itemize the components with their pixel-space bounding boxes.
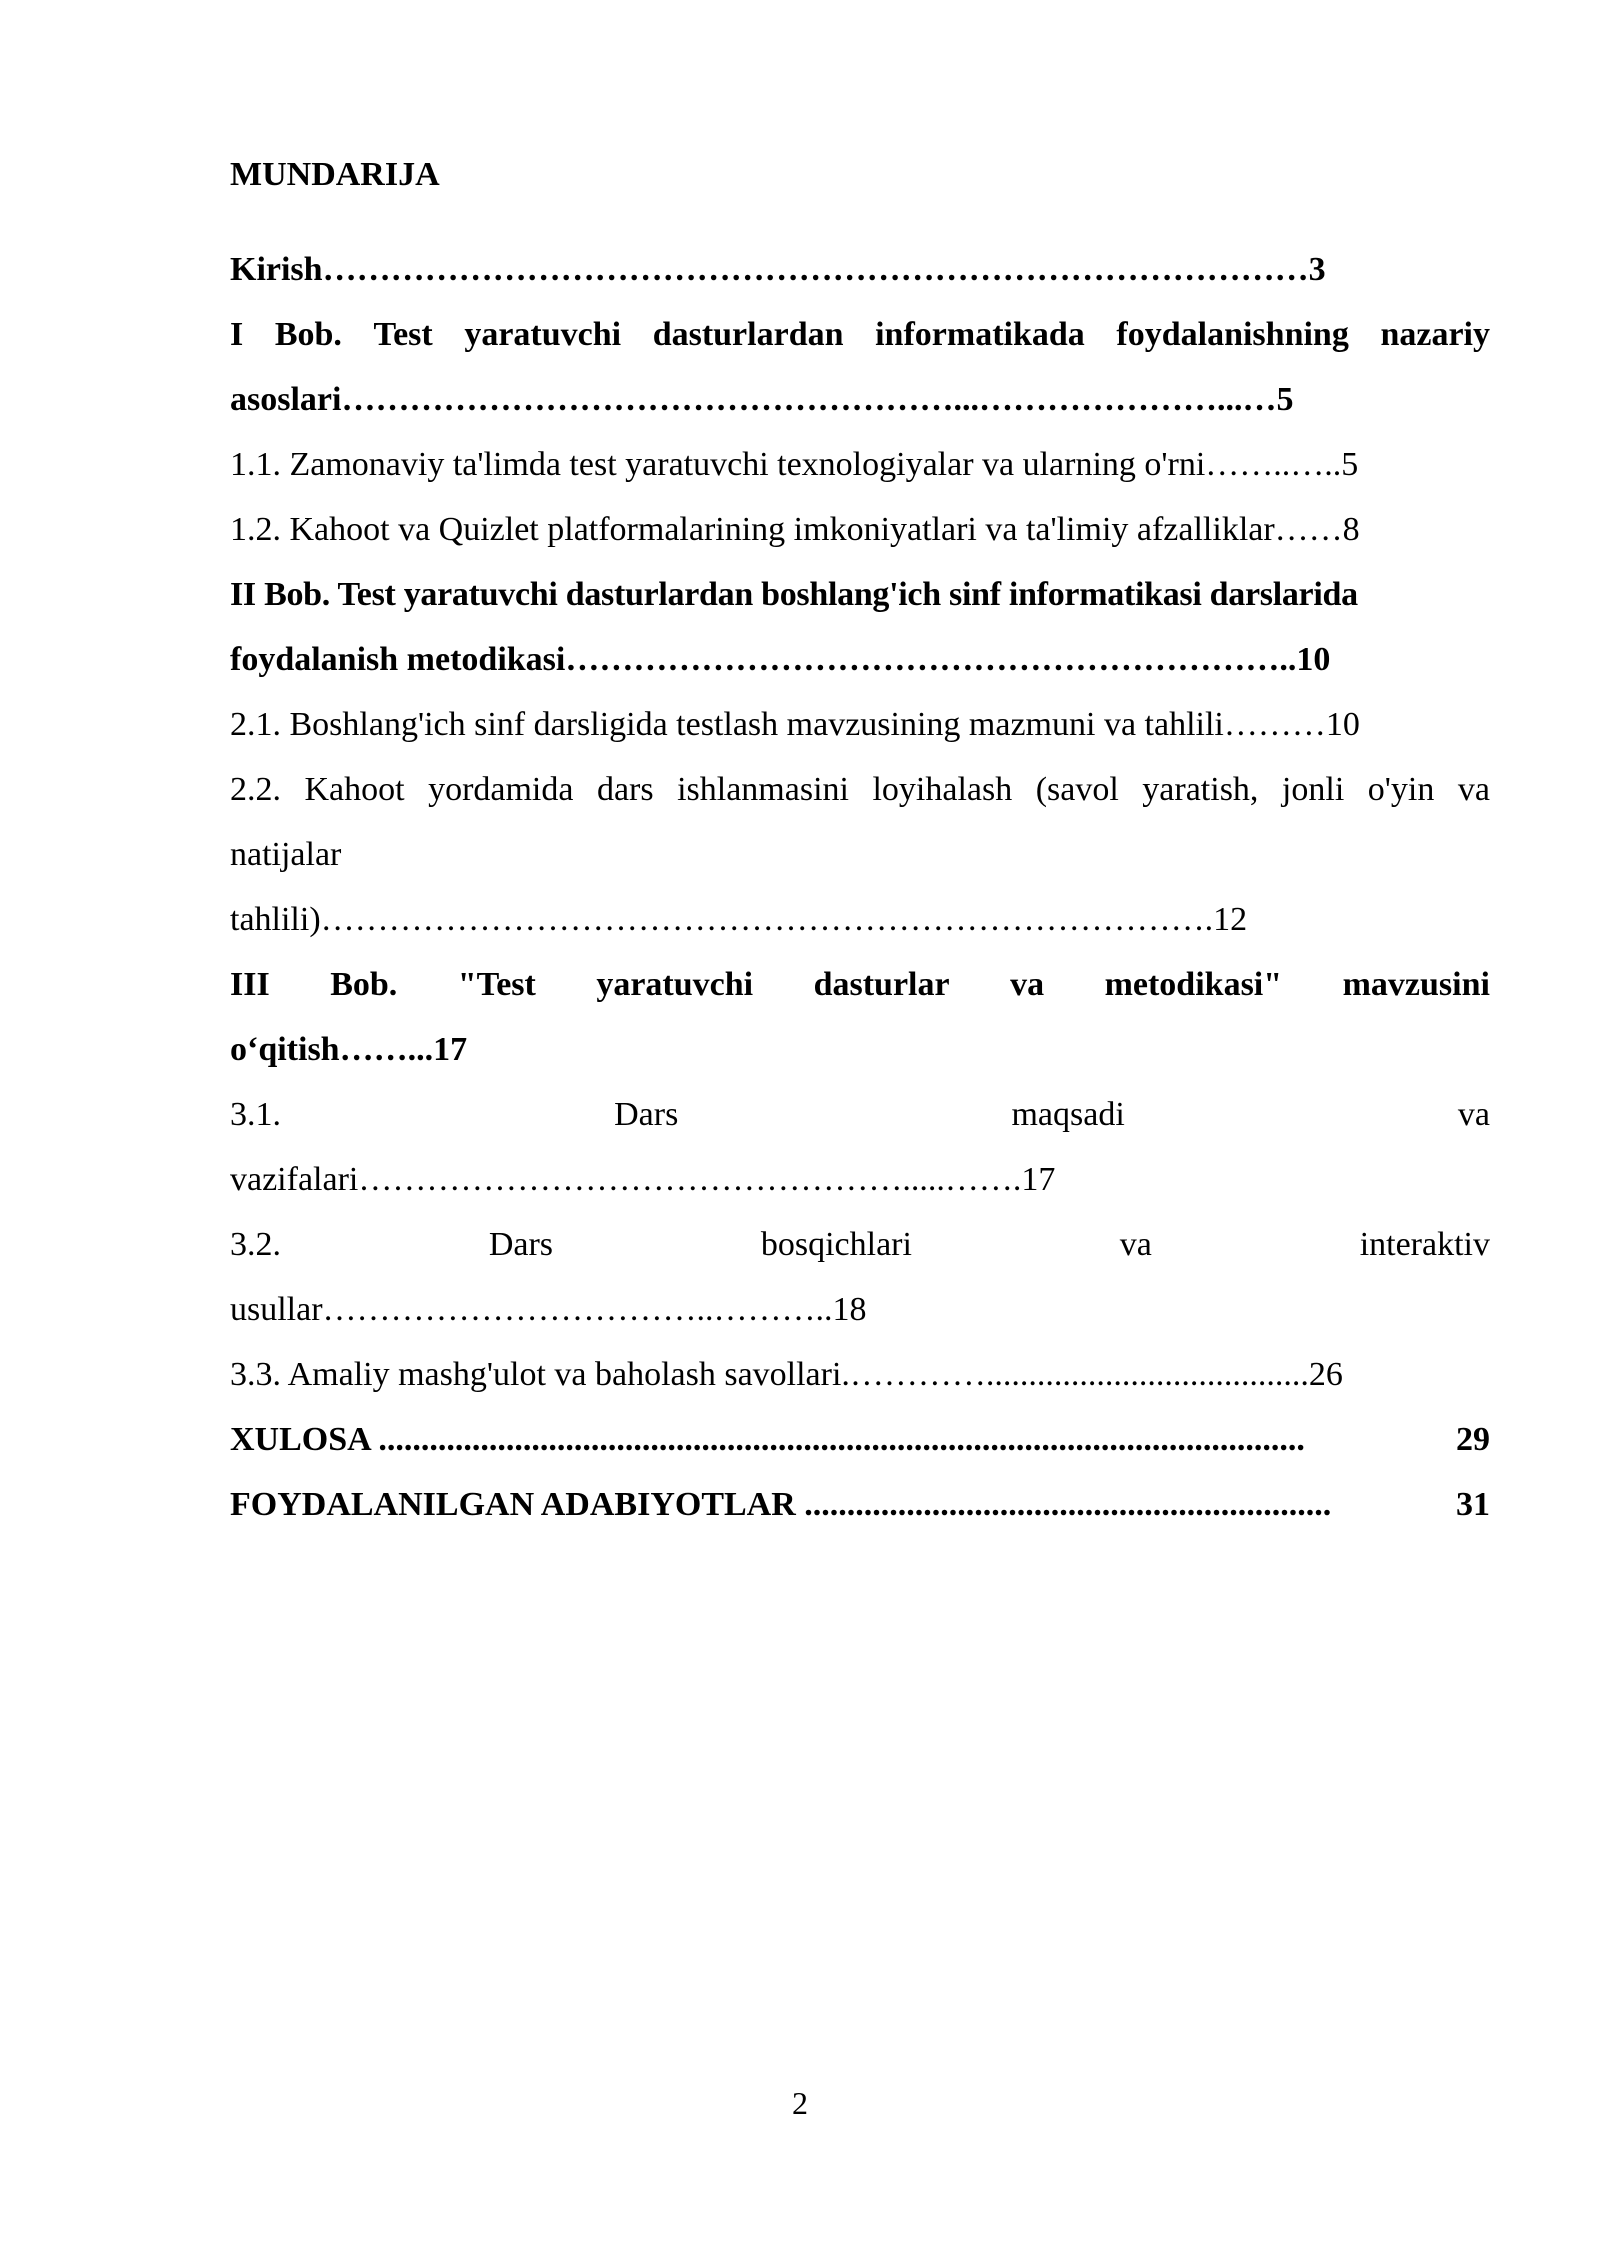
toc-word: maqsadi (1011, 1096, 1125, 1133)
toc-word: Dars (488, 1226, 554, 1263)
toc-entry-xulosa-page: 29 (1456, 1421, 1490, 1458)
toc-entry-3-1-cont: vazifalari………………………………………….....…….17 (230, 1161, 1056, 1198)
toc-word: dasturlardan (652, 316, 844, 353)
table-of-contents (230, 150, 1490, 1537)
toc-word: 3.1. (230, 1096, 281, 1133)
toc-entry-chapter-3 (230, 952, 1490, 1017)
toc-word: va (1457, 771, 1490, 808)
toc-entry-xulosa (230, 1407, 1490, 1472)
toc-entry-2-2-cont-2: tahlili)…………………………………………………………………….12 (230, 901, 1248, 938)
toc-entry-2-2 (230, 757, 1490, 822)
toc-entry-chapter-1 (230, 302, 1490, 367)
toc-word: ishlanmasini (677, 771, 849, 808)
toc-word: yordamida (428, 771, 574, 808)
toc-word: loyihalash (872, 771, 1013, 808)
toc-word: foydalanishning (1116, 316, 1349, 353)
toc-entry-chapter-3-cont: o‘qitish……...17 (230, 1031, 468, 1068)
toc-word: bosqichlari (760, 1226, 912, 1263)
toc-entry-2-2-cont: natijalar (230, 836, 342, 873)
toc-word: metodikasi" (1104, 966, 1283, 1003)
toc-word: 2.2. (230, 771, 281, 808)
toc-word: interaktiv (1359, 1226, 1490, 1263)
toc-word: Bob. (274, 316, 342, 353)
toc-word: mavzusini (1342, 966, 1490, 1003)
toc-entry-3-3: 3.3. Amaliy mashg'ulot va baholash savollari.…………......................................26 (230, 1356, 1343, 1393)
toc-word: Dars (614, 1096, 679, 1133)
toc-word: jonli (1281, 771, 1345, 808)
toc-word: nazariy (1380, 316, 1490, 353)
toc-entry-xulosa-label: XULOSA ............................................................................................................. (230, 1421, 1305, 1458)
toc-word: dasturlar (813, 966, 950, 1003)
toc-entry-chapter-2-cont: foydalanish metodikasi………………………………………………………..10 (230, 641, 1331, 678)
toc-entry-3-1 (230, 1082, 1490, 1147)
toc-word: dars (596, 771, 654, 808)
toc-entry-adabiyotlar-page: 31 (1456, 1486, 1490, 1523)
toc-word: III (230, 966, 270, 1003)
toc-entry-2-1: 2.1. Boshlang'ich sinf darsligida testlash mavzusining mazmuni va tahlili………10 (230, 706, 1360, 743)
toc-word: va (1119, 1226, 1152, 1263)
toc-entry-kirish: Kirish……………………………………………………………………………3 (230, 251, 1326, 288)
toc-word: yaratuvchi (596, 966, 754, 1003)
toc-word: yaratish, (1142, 771, 1259, 808)
page-title: MUNDARIJA (230, 156, 440, 193)
toc-word: (savol (1035, 771, 1119, 808)
toc-word: o'yin (1367, 771, 1435, 808)
toc-entry-adabiyotlar-label: FOYDALANILGAN ADABIYOTLAR .............................................................. (230, 1486, 1332, 1523)
toc-word: Test (373, 316, 433, 353)
toc-entry-chapter-2: II Bob. Test yaratuvchi dasturlardan boshlang'ich sinf informatikasi darslarida (230, 576, 1358, 613)
page-number: 2 (792, 2085, 808, 2121)
toc-word: 3.2. (230, 1226, 281, 1263)
toc-word: "Test (457, 966, 536, 1003)
toc-entry-1-1: 1.1. Zamonaviy ta'limda test yaratuvchi texnologiyalar va ularning o'rni……..…..5 (230, 446, 1359, 483)
toc-word: yaratuvchi (464, 316, 622, 353)
toc-word: informatikada (875, 316, 1085, 353)
toc-word: va (1457, 1096, 1490, 1133)
toc-entry-1-2: 1.2. Kahoot va Quizlet platformalarining imkoniyatlari va ta'limiy afzalliklar……8 (230, 511, 1360, 548)
toc-entry-chapter-1-cont: asoslari………………………………………………...…………………...…5 (230, 381, 1294, 418)
toc-word: Bob. (330, 966, 398, 1003)
toc-entry-adabiyotlar (230, 1472, 1490, 1537)
toc-word: I (230, 316, 244, 353)
toc-entry-3-2 (230, 1212, 1490, 1277)
toc-word: Kahoot (304, 771, 405, 808)
toc-entry-3-2-cont: usullar……………………………..………..18 (230, 1291, 867, 1328)
toc-word: va (1010, 966, 1045, 1003)
